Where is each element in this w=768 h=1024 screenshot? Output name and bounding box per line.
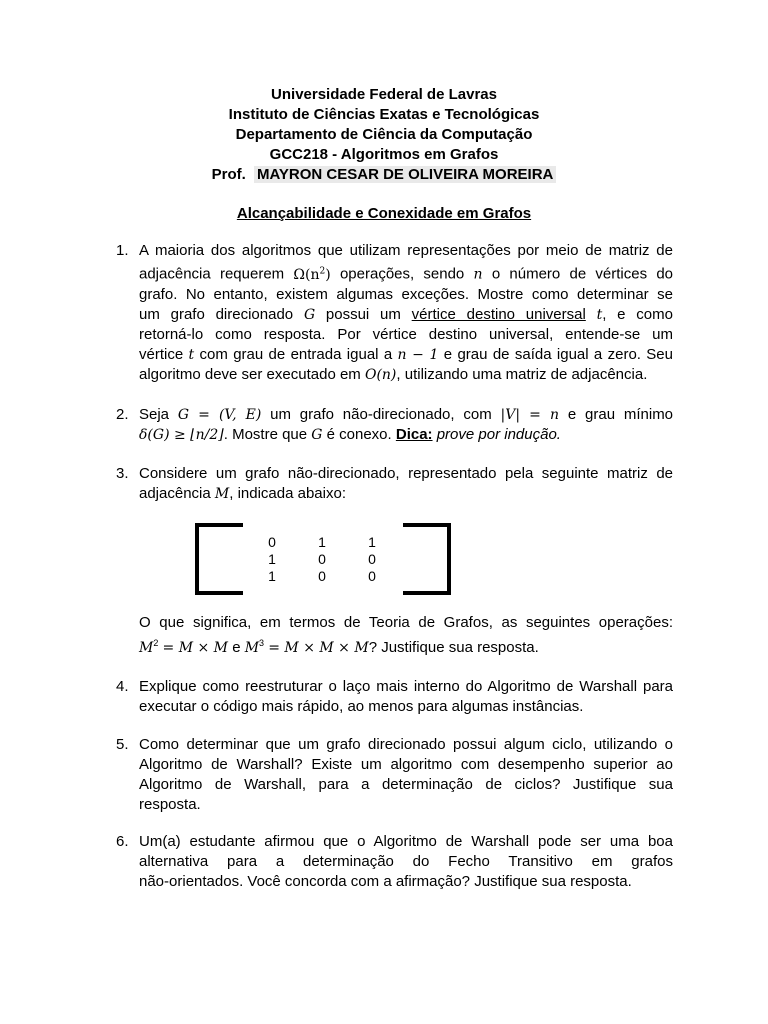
matrix-cell: 0 — [368, 551, 376, 567]
question-6 — [116, 832, 673, 892]
adjacency-matrix — [195, 523, 451, 593]
question-number: 4. — [116, 678, 129, 695]
text-line: A maioria dos algoritmos que utilizam representações por meio de matriz de — [139, 242, 673, 259]
question-3 — [116, 464, 673, 504]
university-name: Universidade Federal de Lavras — [271, 86, 497, 103]
text-line: O que significa, em termos de Teoria de Grafos, as seguintes operações: — [139, 614, 673, 631]
text-line: Algoritmo de Warshall? Existe um algoritmo com desempenho superior ao — [139, 756, 673, 773]
text-line: Considere um grafo não-direcionado, representado pela seguinte matriz de — [139, 465, 673, 482]
text-line: adjacência M, indicada abaixo: — [139, 485, 346, 502]
text-line: Como determinar que um grafo direcionado possui algum ciclo, utilizando o — [139, 736, 673, 753]
professor-label: Prof. — [211, 166, 246, 183]
text-line: um grafo direcionado G possui um vértice destino universal t, e como — [139, 305, 673, 323]
matrix-cell: 1 — [318, 534, 326, 550]
text-line: δ(G) ≥ ⌊n/2⌋. Mostre que G é conexo. Dica: prove por indução. — [139, 426, 561, 443]
matrix-cell: 1 — [268, 568, 276, 584]
department-name: Departamento de Ciência da Computação — [235, 126, 533, 143]
matrix-right-bracket — [403, 523, 451, 595]
professor-name: MAYRON CESAR DE OLIVEIRA MOREIRA — [254, 166, 556, 183]
question-5 — [116, 735, 673, 815]
document-header — [0, 85, 768, 185]
text-line: não-orientados. Você concorda com a afirmação? Justifique sua resposta. — [139, 873, 632, 890]
matrix-cell: 1 — [368, 534, 376, 550]
question-number: 3. — [116, 465, 129, 482]
text-line: Um(a) estudante afirmou que o Algoritmo de Warshall pode ser uma boa — [139, 833, 673, 850]
professor-line — [0, 165, 768, 185]
text-line: resposta. — [139, 796, 201, 813]
text-line: executar o código mais rápido, ao menos para algumas instâncias. — [139, 698, 584, 715]
text-line: retorná-lo como resposta. Por vértice destino universal, entende-se um — [139, 325, 673, 343]
matrix-cell: 0 — [268, 534, 276, 550]
question-number: 6. — [116, 833, 129, 850]
text-line: algoritmo deve ser executado em O(n), utilizando uma matriz de adjacência. — [139, 365, 648, 383]
matrix-left-bracket — [195, 523, 243, 595]
question-3-continuation — [116, 613, 673, 658]
question-1 — [116, 241, 673, 385]
question-number: 2. — [116, 406, 129, 423]
text-line: Algoritmo de Warshall, para a determinação de ciclos? Justifique sua — [139, 776, 673, 793]
matrix-cell: 1 — [268, 551, 276, 567]
institute-name: Instituto de Ciências Exatas e Tecnológicas — [228, 106, 540, 123]
text-line: adjacência requerem $\Omega(n^2)$ operações, sendo n o número de vértices do — [139, 265, 674, 283]
matrix-cell: 0 — [318, 568, 326, 584]
question-4 — [116, 677, 673, 717]
text-line: Seja G = (V, E) um grafo não-direcionado, com |V| = n e grau mínimo — [139, 406, 674, 423]
text-line: grafo. No entanto, existem algumas exceções. Mostre como determinar se — [139, 285, 673, 303]
text-line: $M^2 = M \times M$ e $M^3 = M \times M \times M$? Justifique sua resposta. — [139, 638, 539, 656]
hint-label: Dica: — [395, 426, 433, 443]
matrix-cell: 0 — [368, 568, 376, 584]
hint-text: prove por indução. — [436, 426, 561, 443]
question-number: 1. — [116, 242, 129, 259]
question-number: 5. — [116, 736, 129, 753]
text-line: Explique como reestruturar o laço mais interno do Algoritmo de Warshall para — [139, 678, 673, 695]
text-line: vértice t com grau de entrada igual a n − 1 e grau de saída igual a zero. Seu — [139, 345, 673, 363]
text-line: alternativa para a determinação do Fecho Transitivo em grafos — [139, 853, 673, 870]
document-title: Alcançabilidade e Conexidade em Grafos — [236, 205, 532, 222]
question-2 — [116, 405, 673, 445]
course-name: GCC218 - Algoritmos em Grafos — [269, 146, 499, 163]
matrix-cell: 0 — [318, 551, 326, 567]
